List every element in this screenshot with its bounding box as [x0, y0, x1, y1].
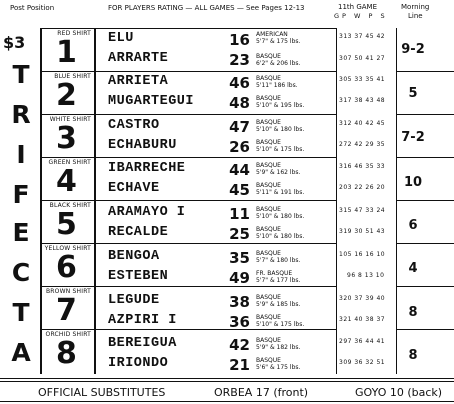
player-number: 42 — [229, 336, 250, 354]
footer-divider — [0, 378, 454, 379]
player-number: 11 — [229, 205, 250, 223]
morning-line-odds: 5 — [408, 86, 418, 101]
row-divider — [92, 114, 336, 115]
odds-row-divider — [396, 200, 454, 201]
player-number: 36 — [229, 313, 250, 331]
trifecta-letter: T — [12, 298, 30, 327]
player-stats: 96 8 13 10 — [347, 272, 385, 279]
players-rating-header: FOR PLAYERS RATING — ALL GAMES — See Pages 12-13 — [108, 4, 305, 12]
post-number: 4 — [56, 164, 77, 199]
post-number: 8 — [56, 336, 77, 371]
player-name: ARRIETA — [108, 74, 169, 89]
player-number: 25 — [229, 225, 250, 243]
odds-row-divider — [396, 114, 454, 115]
shirt-color-label: BLUE SHIRT — [54, 73, 91, 80]
post-cell — [42, 71, 94, 115]
post-number: 7 — [56, 293, 77, 328]
player-stats: 203 22 26 20 — [339, 184, 386, 191]
player-stats: 319 30 51 43 — [339, 228, 386, 235]
player-info: BASQUE 5'10" & 180 lbs. — [256, 206, 305, 220]
player-stats: 315 47 33 24 — [339, 207, 386, 214]
post-cell — [42, 243, 94, 287]
player-info: BASQUE 5'9" & 185 lbs. — [256, 294, 301, 308]
player-name: IBARRECHE — [108, 161, 186, 176]
player-number: 16 — [229, 31, 250, 49]
player-stats: 316 46 35 33 — [339, 163, 386, 170]
game-title: 11th GAME — [338, 3, 377, 11]
player-name: ELU — [108, 31, 134, 46]
player-number: 23 — [229, 51, 250, 69]
substitute-back: GOYO 10 (back) — [355, 386, 443, 399]
trifecta-letter: E — [12, 218, 30, 247]
player-name: BENGOA — [108, 249, 160, 264]
row-divider — [92, 71, 336, 72]
footer-bottom-line — [0, 401, 454, 402]
morning-line-odds: 8 — [408, 348, 418, 363]
row-divider — [92, 200, 336, 201]
shirt-color-label: WHITE SHIRT — [49, 116, 91, 123]
player-name: ECHAVE — [108, 181, 160, 196]
substitute-front: ORBEA 17 (front) — [214, 386, 309, 399]
player-name: MUGARTEGUI — [108, 94, 195, 109]
shirt-color-label: BROWN SHIRT — [45, 288, 91, 295]
shirt-color-label: ORCHID SHIRT — [45, 331, 91, 338]
morning-line-header-2: Line — [408, 12, 423, 20]
player-stats: 307 50 41 27 — [339, 55, 386, 62]
morning-line-header: Morning — [401, 3, 430, 11]
morning-line-odds: 6 — [408, 218, 418, 233]
player-number: 38 — [229, 293, 250, 311]
player-stats: 297 36 44 41 — [339, 338, 386, 345]
player-name: RECALDE — [108, 225, 169, 240]
player-stats: 317 38 43 48 — [339, 97, 386, 104]
player-name: BEREIGUA — [108, 336, 177, 351]
trifecta-letter: R — [11, 100, 31, 129]
footer-divider — [0, 381, 454, 382]
trifecta-letter: I — [16, 140, 26, 169]
player-number: 35 — [229, 249, 250, 267]
morning-line-odds: 7-2 — [401, 130, 425, 145]
player-info: BASQUE 5'6" & 175 lbs. — [256, 357, 301, 371]
post-cell — [42, 200, 94, 244]
odds-row-divider — [396, 71, 454, 72]
odds-row-divider — [396, 329, 454, 330]
player-info: FR. BASQUE 5'7" & 177 lbs. — [256, 270, 301, 284]
post-position-column — [40, 28, 96, 374]
trifecta-letter: C — [11, 258, 31, 287]
post-cell — [42, 286, 94, 330]
player-number: 49 — [229, 269, 250, 287]
shirt-color-label: GREEN SHIRT — [48, 159, 91, 166]
trifecta-letter: T — [12, 60, 30, 89]
stats-columns-header: GP W P S — [334, 12, 388, 20]
morning-line-odds: 4 — [408, 261, 418, 276]
morning-line-odds: 8 — [408, 305, 418, 320]
trifecta-sidebar — [0, 0, 40, 404]
player-stats: 313 37 45 42 — [339, 33, 386, 40]
trifecta-letter: F — [12, 180, 30, 209]
player-number: 48 — [229, 94, 250, 112]
odds-row-divider — [396, 286, 454, 287]
row-divider — [92, 157, 336, 158]
player-stats: 305 33 35 41 — [339, 76, 386, 83]
player-name: ARAMAYO I — [108, 205, 186, 220]
player-number: 45 — [229, 181, 250, 199]
post-cell — [42, 114, 94, 158]
shirt-color-label: YELLOW SHIRT — [44, 245, 91, 252]
player-name: LEGUDE — [108, 293, 160, 308]
player-stats: 272 42 29 35 — [339, 141, 386, 148]
player-info: BASQUE 5'9" & 162 lbs. — [256, 162, 301, 176]
post-position-header: Post Position — [10, 4, 55, 12]
player-stats: 105 16 16 10 — [339, 251, 386, 258]
player-info: BASQUE 5'10" & 180 lbs. — [256, 119, 305, 133]
morning-line-odds: 9-2 — [401, 42, 425, 57]
player-info: AMERICAN 5'7" & 175 lbs. — [256, 31, 301, 45]
player-name: ESTEBEN — [108, 269, 169, 284]
player-name: AZPIRI I — [108, 313, 177, 328]
player-number: 46 — [229, 74, 250, 92]
odds-row-divider — [396, 243, 454, 244]
row-divider — [92, 329, 336, 330]
player-info: BASQUE 5'10" & 195 lbs. — [256, 95, 305, 109]
player-info: BASQUE 6'2" & 206 lbs. — [256, 53, 301, 67]
post-cell — [42, 329, 94, 373]
shirt-color-label: RED SHIRT — [57, 30, 91, 37]
player-number: 44 — [229, 161, 250, 179]
odds-row-divider — [396, 157, 454, 158]
player-name: ECHABURU — [108, 138, 177, 153]
player-info: BASQUE 5'11" & 191 lbs. — [256, 182, 305, 196]
row-divider — [92, 28, 336, 29]
post-cell — [42, 28, 94, 72]
player-info: BASQUE 5'10" & 175 lbs. — [256, 314, 305, 328]
post-number: 2 — [56, 78, 77, 113]
morning-line-odds: 10 — [403, 175, 423, 190]
player-number: 21 — [229, 356, 250, 374]
player-info: BASQUE 5'10" & 180 lbs. — [256, 226, 305, 240]
player-name: ARRARTE — [108, 51, 169, 66]
stats-divider — [336, 28, 337, 374]
substitutes-label: OFFICIAL SUBSTITUTES — [38, 386, 166, 399]
post-number: 6 — [56, 250, 77, 285]
player-info: BASQUE 5'9" & 182 lbs. — [256, 337, 301, 351]
player-name: CASTRO — [108, 118, 160, 133]
trifecta-price: $3 — [3, 33, 26, 52]
trifecta-letter: A — [11, 338, 31, 367]
player-stats: 312 40 42 45 — [339, 120, 386, 127]
row-divider — [92, 243, 336, 244]
player-stats: 309 36 32 51 — [339, 359, 386, 366]
player-stats: 320 37 39 40 — [339, 295, 386, 302]
player-number: 47 — [229, 118, 250, 136]
post-number: 1 — [56, 35, 77, 70]
player-number: 26 — [229, 138, 250, 156]
post-number: 5 — [56, 207, 77, 242]
player-name: IRIONDO — [108, 356, 169, 371]
post-number: 3 — [56, 121, 77, 156]
player-info: BASQUE 5'11" 186 lbs. — [256, 75, 298, 89]
player-info: BASQUE 5'10" & 175 lbs. — [256, 139, 305, 153]
row-divider — [92, 286, 336, 287]
player-stats: 321 40 38 37 — [339, 316, 386, 323]
shirt-color-label: BLACK SHIRT — [49, 202, 91, 209]
player-info: BASQUE 5'7" & 180 lbs. — [256, 250, 301, 264]
post-cell — [42, 157, 94, 201]
